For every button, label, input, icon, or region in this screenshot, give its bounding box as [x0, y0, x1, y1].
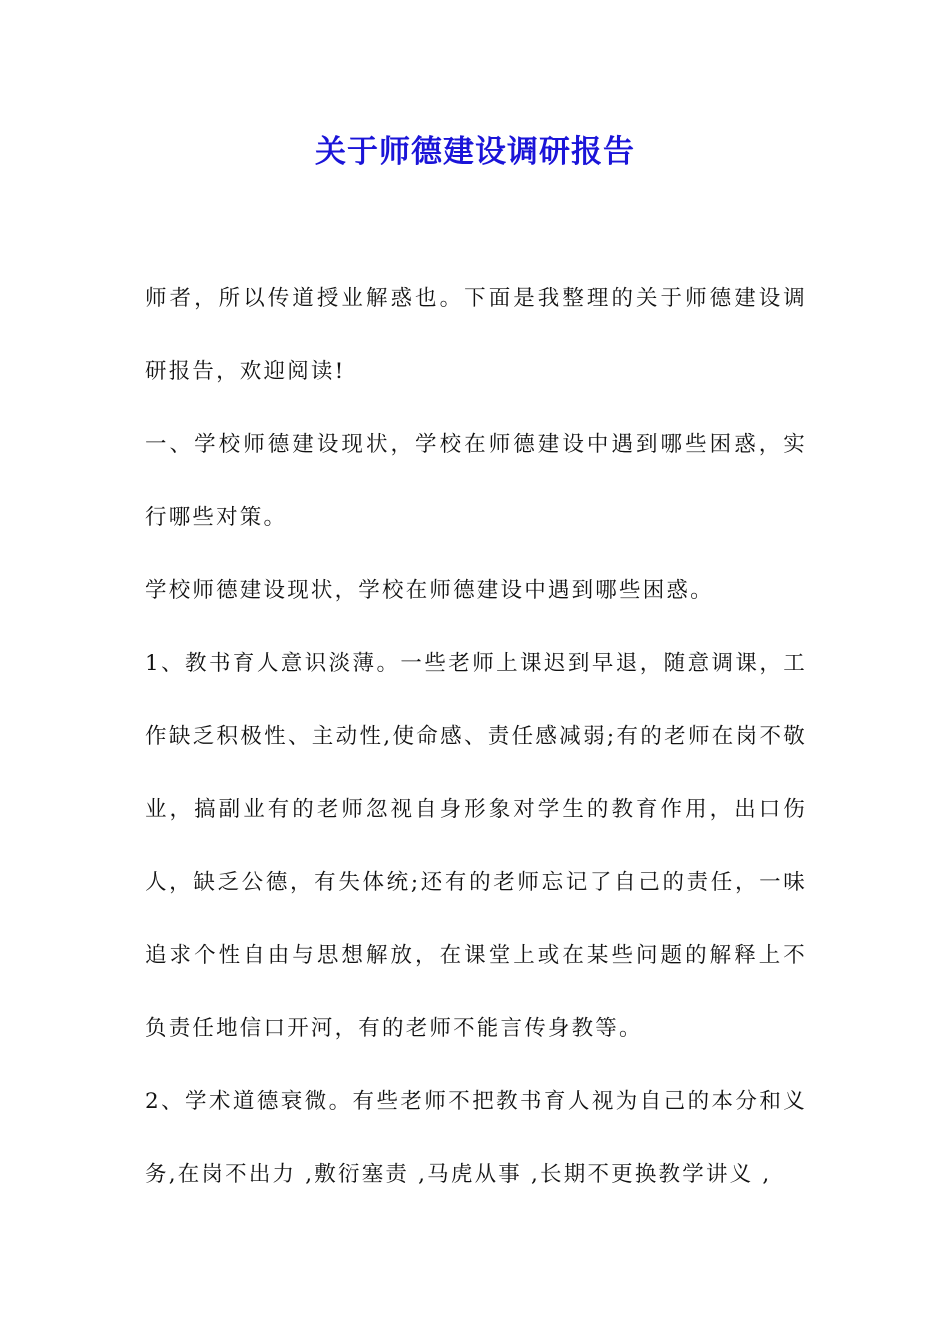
paragraph-point-2: 2、学术道德衰微。有些老师不把教书育人视为自己的本分和义务,在岗不出力 ,敷衍塞责 ,马虎从事 ,长期不更换教学讲义 , — [145, 1089, 807, 1187]
paragraph-point-1: 1、教书育人意识淡薄。一些老师上课迟到早退，随意调课，工作缺乏积极性、主动性,使命感、责任感减弱;有的老师在岗不敬业，搞副业有的老师忽视自身形象对学生的教育作用，出口伤人，缺乏公德，有失体统;还有的老师忘记了自己的责任，一味追求个性自由与思想解放，在课堂上或在某些问题的解释上不负责任地信口开河，有的老师不能言传身教等。 — [145, 651, 807, 1041]
document-body — [145, 262, 807, 1211]
paragraph-subheading: 学校师德建设现状，学校在师德建设中遇到哪些困惑。 — [145, 578, 714, 603]
page-title: 关于师德建设调研报告 — [315, 134, 635, 170]
paragraph-section-heading: 一、学校师德建设现状，学校在师德建设中遇到哪些困惑，实行哪些对策。 — [145, 432, 807, 530]
paragraph-intro: 师者，所以传道授业解惑也。下面是我整理的关于师德建设调研报告，欢迎阅读! — [145, 286, 807, 384]
